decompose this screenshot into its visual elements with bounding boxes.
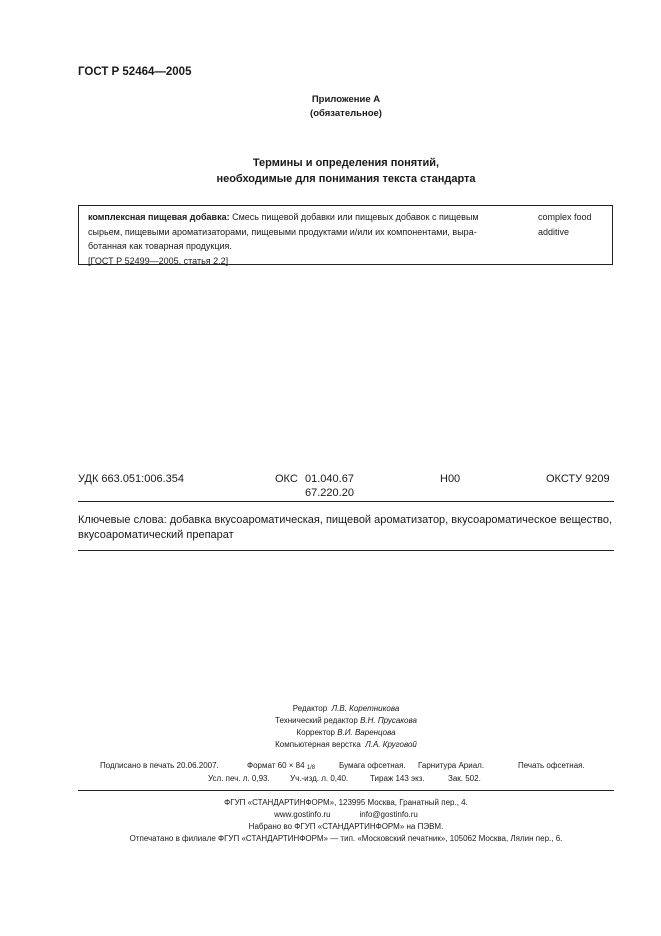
divider-bottom	[78, 550, 614, 551]
group-code: Н00	[440, 473, 461, 485]
udk-code: УДК 663.051:006.354	[78, 473, 184, 485]
keywords-line2: вкусоароматический препарат	[78, 528, 234, 541]
print-typeface: Гарнитура Ариал.	[418, 761, 485, 770]
term-definition	[88, 210, 528, 268]
credits-block	[0, 703, 661, 751]
format-fraction: 1/8	[306, 765, 316, 771]
divider-top	[78, 501, 614, 502]
credits-tech-editor: Технический редактор В.Н. Прусакова	[275, 716, 417, 725]
print-sheets: Усл. печ. л. 0,93.	[208, 774, 270, 783]
print-signed: Подписано в печать 20.06.2007.	[100, 761, 219, 770]
credits-corrector: Корректор В.И. Варенцова	[296, 728, 396, 737]
oks-label: ОКС	[275, 473, 298, 485]
print-paper: Бумага офсетная.	[339, 761, 406, 770]
oks-code-1: 01.040.67	[305, 473, 354, 485]
term-english	[538, 210, 608, 239]
print-format: Формат 60 × 84 1/8	[247, 761, 316, 771]
section-title-line1: Термины и определения понятий,	[252, 157, 440, 169]
publisher-contacts	[0, 809, 661, 821]
keywords-line1: Ключевые слова: добавка вкусоароматическая, пищевой ароматизатор, вкусоароматическое вещество,	[78, 514, 613, 526]
term-definition-line3: ботанная как товарная продукция.	[88, 241, 232, 251]
credits-layout: Компьютерная верстка Л.А. Круговой	[275, 740, 417, 749]
print-copies: Тираж 143 экз.	[370, 774, 425, 783]
keywords	[78, 513, 618, 542]
credits-editor: Редактор Л.В. Коретникова	[292, 704, 400, 713]
publisher-line1: ФГУП «СТАНДАРТИНФОРМ», 123995 Москва, Гранатный пер., 4.	[224, 798, 468, 807]
term-english-line2: additive	[538, 226, 570, 237]
print-publ-sheets: Уч.-изд. л. 0,40.	[290, 774, 349, 783]
okstu-code: ОКСТУ 9209	[546, 473, 610, 485]
term-definition-line2: сырьем, пищевыми ароматизаторами, пищевыми продуктами и/или их компонентами, выра-	[88, 226, 477, 237]
oks-code-2: 67.220.20	[305, 487, 354, 499]
print-method: Печать офсетная.	[518, 761, 585, 770]
section-title-line2: необходимые для понимания текста стандарта	[216, 173, 476, 185]
document-header-gost: ГОСТ Р 52464—2005	[78, 66, 192, 78]
divider-print	[78, 790, 614, 791]
term-reference: [ГОСТ Р 52499—2005, статья 2.2]	[88, 255, 229, 266]
publisher-email-link[interactable]: info@gostinfo.ru	[359, 810, 418, 819]
publisher-line3: Набрано во ФГУП «СТАНДАРТИНФОРМ» на ПЭВМ.	[248, 822, 444, 831]
publisher-line4: Отпечатано в филиале ФГУП «СТАНДАРТИНФОРМ» — тип. «Московский печатник», 105062 Москва, Лялин пер., 6.	[129, 834, 563, 843]
publisher-block	[0, 797, 661, 845]
term-english-line1: complex food	[538, 212, 592, 222]
print-order: Зак. 502.	[448, 774, 481, 783]
term-definition-line1: Смесь пищевой добавки или пищевых добавок с пищевым	[229, 212, 479, 222]
publisher-website-link[interactable]: www.gostinfo.ru	[274, 810, 331, 819]
appendix-status: (обязательное)	[310, 108, 382, 119]
term-name: комплексная пищевая добавка:	[88, 212, 230, 222]
appendix-title: Приложение А	[311, 94, 381, 105]
